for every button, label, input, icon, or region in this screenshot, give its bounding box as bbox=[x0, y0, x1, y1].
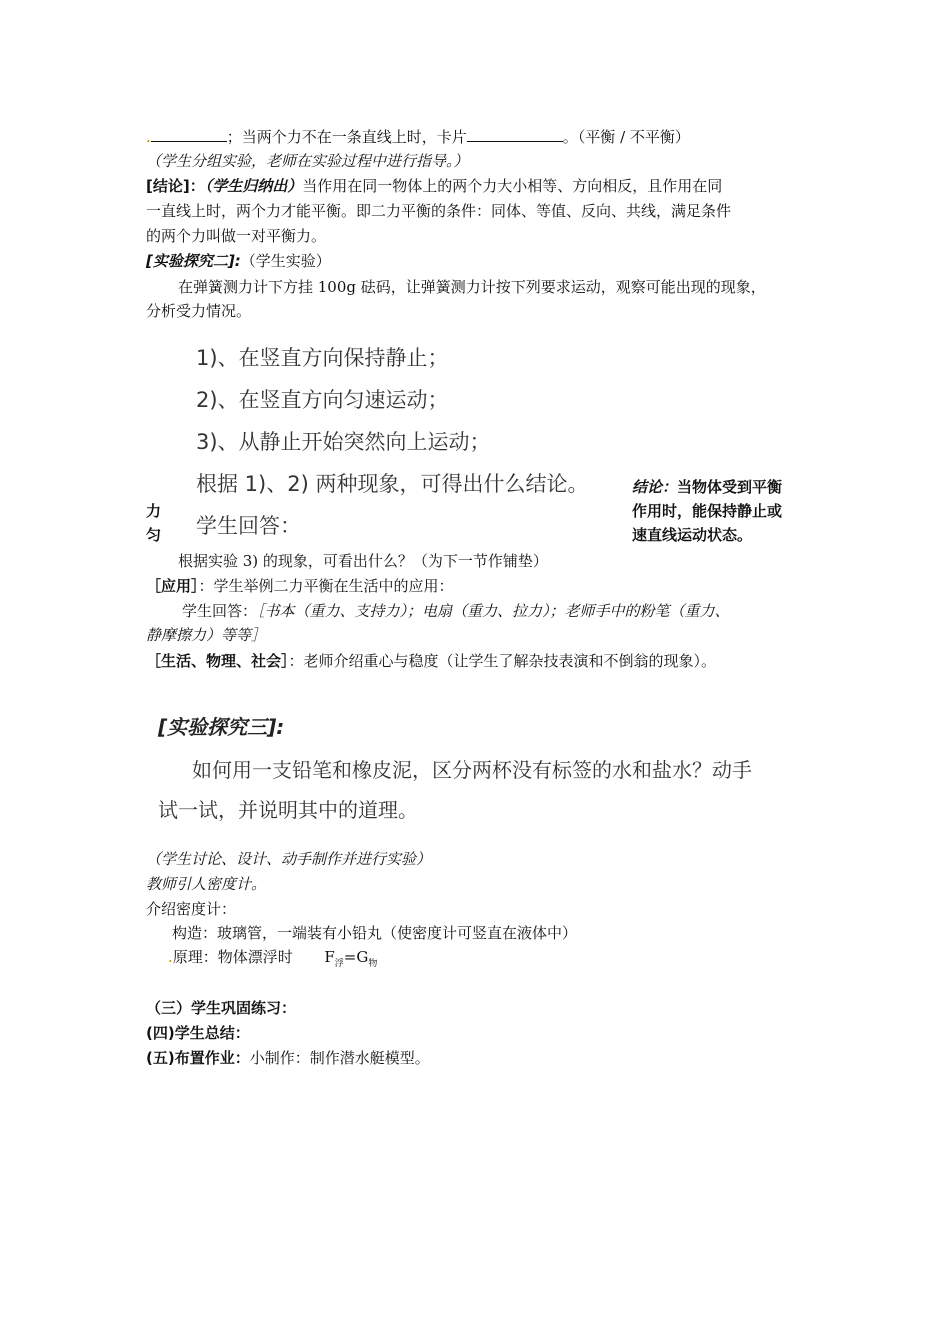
experiment-2-question: 根据 1)、2) 两种现象，可得出什么结论。 bbox=[196, 472, 589, 496]
formula-f: F bbox=[324, 948, 335, 966]
life-physics-society-text: ：老师介绍重心与稳度（让学生了解杂技表演和不倒翁的现象）。 bbox=[288, 652, 717, 670]
experiment-2-desc-1: 在弹簧测力计下方挂 100g 砝码，让弹簧测力计按下列要求运动，观察可能出现的现象， bbox=[178, 278, 766, 296]
group-experiment-note: （学生分组实验，老师在实验过程中进行指导。） bbox=[146, 152, 469, 170]
hydrometer-principle: 原理：物体漂浮时 bbox=[172, 948, 293, 966]
conclusion-label: [结论]： bbox=[146, 177, 205, 195]
experiment-3-question-1: 如何用一支铅笔和橡皮泥，区分两杯没有标签的水和盐水？动手 bbox=[192, 758, 752, 782]
homework-text: 小制作：制作潜水艇模型。 bbox=[249, 1049, 430, 1067]
hydrometer-title: 介绍密度计： bbox=[146, 900, 237, 918]
fill-in-line-1 bbox=[146, 126, 690, 148]
side-char-1: 力 bbox=[146, 502, 162, 520]
mark-dot: . bbox=[146, 128, 151, 146]
application-line bbox=[146, 575, 454, 597]
life-physics-society-line bbox=[146, 650, 716, 672]
hydrometer-principle-line bbox=[168, 946, 377, 975]
experiment-2-item-2: 2)、在竖直方向匀速运动； bbox=[196, 388, 449, 412]
student-summary-heading: (四)学生总结： bbox=[146, 1024, 250, 1042]
side-conclusion-line-2: 作用时，能保持静止或 bbox=[632, 502, 783, 520]
conclusion-line-2: 一直线上时，两个力才能平衡。即二力平衡的条件：同体、等值、反向、共线，满足条件 bbox=[146, 202, 732, 220]
experiment-2-desc-2: 分析受力情况。 bbox=[146, 302, 252, 320]
application-answer-label: 学生回答： bbox=[182, 602, 258, 620]
life-physics-society-label: ［生活、物理、社会］ bbox=[146, 652, 289, 670]
application-text: ：学生举例二力平衡在生活中的应用： bbox=[198, 577, 454, 595]
answer-blank-2[interactable] bbox=[467, 127, 563, 142]
line1-text-2: 。（平衡 / 不平衡） bbox=[562, 128, 690, 146]
experiment-2-item-3: 3)、从静止开始突然向上运动； bbox=[196, 430, 491, 454]
conclusion-line-1 bbox=[146, 175, 722, 197]
practice-heading: （三）学生巩固练习： bbox=[146, 999, 297, 1017]
hydrometer-intro: 教师引人密度计。 bbox=[146, 875, 267, 893]
conclusion-sub-label: （学生归纳出） bbox=[204, 177, 303, 195]
experiment-3-question-2: 试一试，并说明其中的道理。 bbox=[158, 798, 418, 822]
side-conclusion-label: 结论： bbox=[632, 478, 678, 496]
side-conclusion-text-1: 当物体受到平衡 bbox=[677, 478, 783, 496]
answer-blank-1[interactable] bbox=[151, 127, 227, 142]
mark-dot-2: . bbox=[168, 948, 173, 966]
experiment-2-item-1: 1)、在竖直方向保持静止； bbox=[196, 346, 449, 370]
discussion-note: （学生讨论、设计、动手制作并进行实验） bbox=[146, 850, 432, 868]
experiment-2-note: （学生实验） bbox=[240, 252, 331, 270]
formula-g-sub: 物 bbox=[368, 959, 378, 969]
conclusion-line-3: 的两个力叫做一对平衡力。 bbox=[146, 227, 327, 245]
experiment-3-label: [实验探究三]: bbox=[158, 715, 285, 739]
application-answer-2: 静摩擦力）等等］ bbox=[146, 626, 267, 644]
experiment-2-follow-up: 根据实验 3) 的现象，可看出什么？（为下一节作铺垫） bbox=[178, 552, 548, 570]
line1-text-1: ；当两个力不在一条直线上时，卡片 bbox=[226, 128, 467, 146]
application-answer-1 bbox=[182, 600, 730, 622]
application-answer-text-1: ［书本（重力、支持力）；电扇（重力、拉力）；老师手中的粉笔（重力、 bbox=[257, 602, 730, 620]
side-char-2: 匀 bbox=[146, 526, 162, 544]
application-label: ［应用］ bbox=[146, 577, 199, 595]
experiment-2-heading bbox=[146, 250, 331, 272]
homework-line bbox=[146, 1047, 430, 1069]
hydrometer-structure: 构造：玻璃管，一端装有小铅丸（使密度计可竖直在液体中） bbox=[172, 924, 578, 942]
experiment-2-answer-prompt: 学生回答： bbox=[196, 514, 301, 538]
side-conclusion-line-1 bbox=[632, 476, 782, 498]
experiment-2-label: [实验探究二]: bbox=[146, 252, 241, 270]
conclusion-text-1: 当作用在同一物体上的两个力大小相等、方向相反，且作用在同 bbox=[302, 177, 723, 195]
formula-eq: =G bbox=[343, 948, 369, 966]
formula-f-sub: 浮 bbox=[334, 959, 344, 969]
side-conclusion-line-3: 速直线运动状态。 bbox=[632, 526, 753, 544]
homework-label: (五)布置作业： bbox=[146, 1049, 250, 1067]
